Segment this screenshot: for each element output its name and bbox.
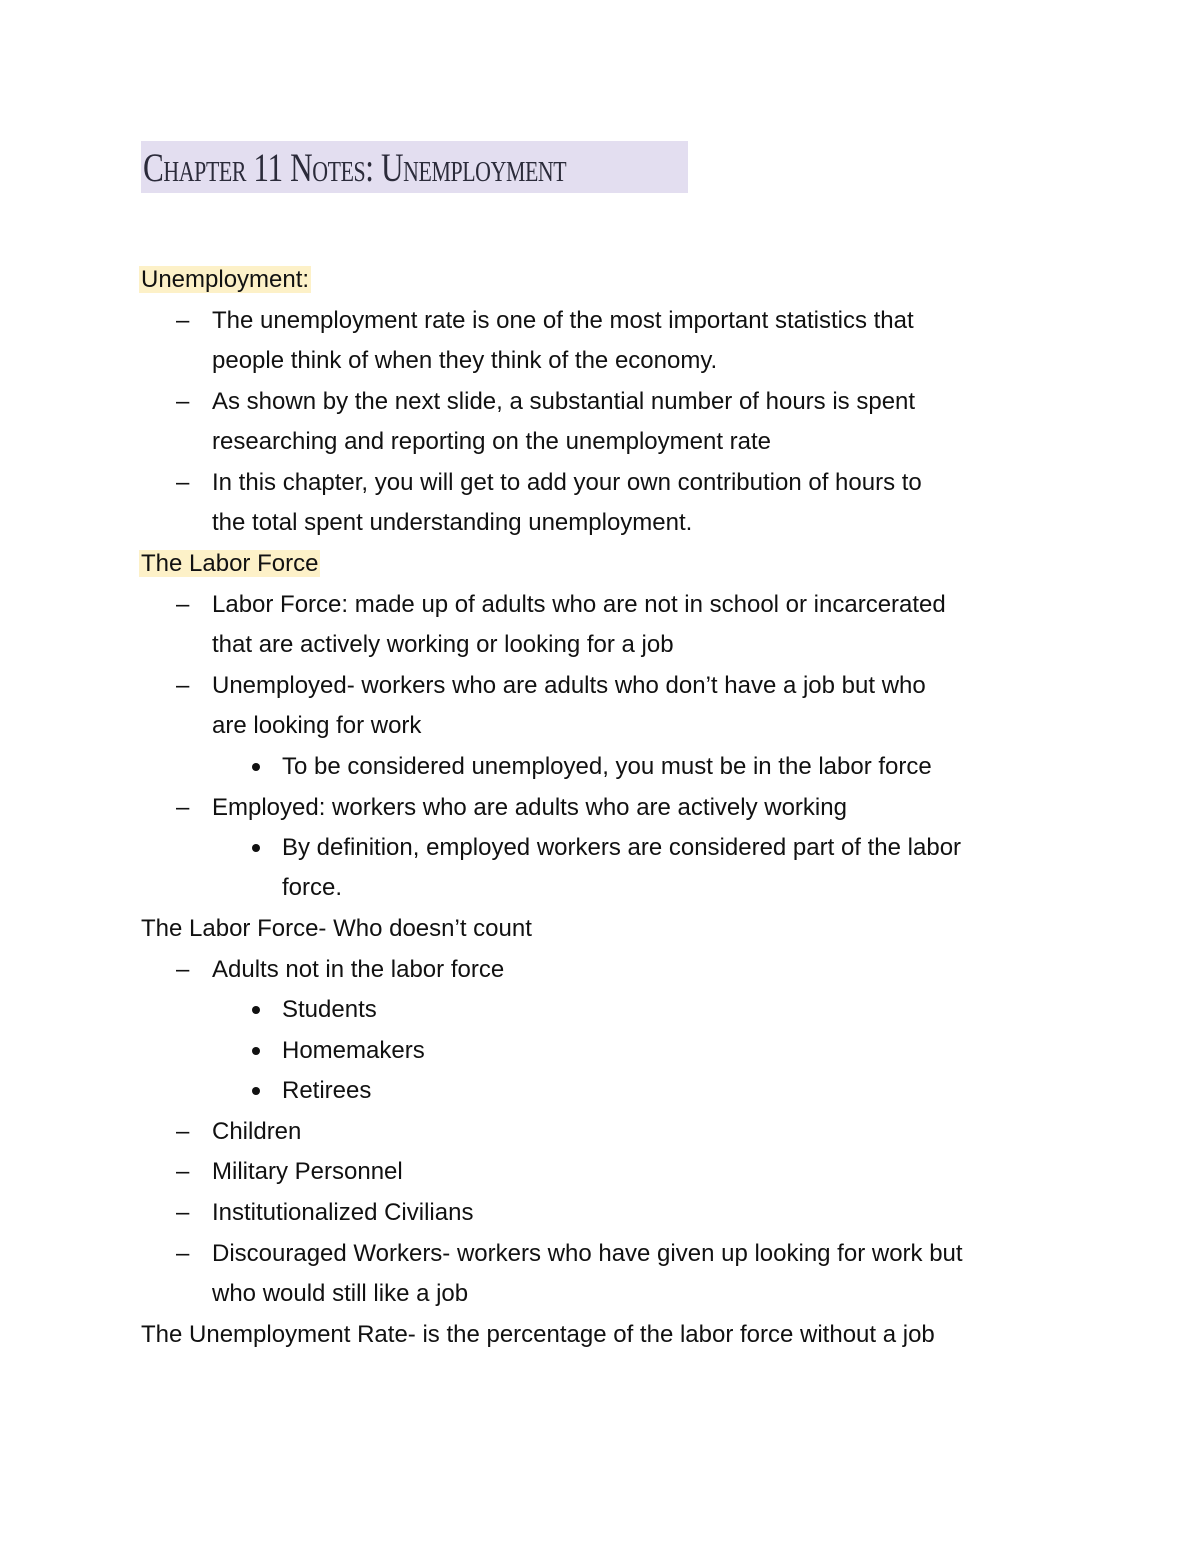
dash-bullet: –	[176, 794, 190, 821]
bullet-dot	[252, 1047, 260, 1055]
dash-bullet: –	[176, 956, 190, 983]
bullet-dot	[252, 763, 260, 771]
sub-list-item: By definition, employed workers are considered part of the labor	[282, 834, 962, 861]
closing-statement: The Unemployment Rate- is the percentage of the labor force without a job	[141, 1321, 935, 1348]
sub-list-item: Homemakers	[282, 1037, 425, 1064]
dash-bullet: –	[176, 307, 190, 334]
page-title: Chapter 11 Notes: Unemployment	[143, 144, 567, 190]
sub-list-item: Students	[282, 996, 377, 1023]
dash-bullet: –	[176, 1158, 190, 1185]
sub-list-item: Retirees	[282, 1077, 372, 1104]
list-item: Employed: workers who are adults who are actively working	[212, 794, 847, 821]
dash-bullet: –	[176, 469, 190, 496]
list-item-continuation: the total spent understanding unemployment.	[212, 509, 693, 536]
list-item: Discouraged Workers- workers who have given up looking for work but	[212, 1240, 963, 1267]
list-item: Children	[212, 1118, 302, 1145]
heading-text: Unemployment:	[141, 266, 310, 293]
dash-bullet: –	[176, 591, 190, 618]
dash-bullet: –	[176, 1240, 190, 1267]
dash-bullet: –	[176, 672, 190, 699]
heading-text: The Labor Force	[141, 550, 319, 577]
title-highlight	[141, 141, 688, 193]
sub-list-item: To be considered unemployed, you must be in the labor force	[282, 753, 932, 780]
list-item: Labor Force: made up of adults who are not in school or incarcerated	[212, 591, 946, 618]
list-item-continuation: who would still like a job	[212, 1280, 469, 1307]
section-heading-unemployment	[141, 265, 311, 295]
section-heading-who-doesnt-count: The Labor Force- Who doesn’t count	[141, 915, 532, 942]
dash-bullet: –	[176, 1118, 190, 1145]
section-heading-labor-force	[141, 549, 320, 579]
dash-bullet: –	[176, 388, 190, 415]
list-item-continuation: that are actively working or looking for a job	[212, 631, 674, 658]
bullet-dot	[252, 1006, 260, 1014]
list-item: In this chapter, you will get to add your own contribution of hours to	[212, 469, 922, 496]
sub-list-item-continuation: force.	[282, 874, 343, 901]
list-item: Institutionalized Civilians	[212, 1199, 474, 1226]
list-item: Unemployed- workers who are adults who don’t have a job but who	[212, 672, 926, 699]
list-item: Military Personnel	[212, 1158, 403, 1185]
list-item-continuation: are looking for work	[212, 712, 422, 739]
list-item: The unemployment rate is one of the most important statistics that	[212, 307, 914, 334]
list-item-continuation: researching and reporting on the unemployment rate	[212, 428, 772, 455]
list-item: Adults not in the labor force	[212, 956, 505, 983]
list-item: As shown by the next slide, a substantial number of hours is spent	[212, 388, 916, 415]
dash-bullet: –	[176, 1199, 190, 1226]
bullet-dot	[252, 844, 260, 852]
bullet-dot	[252, 1087, 260, 1095]
list-item-continuation: people think of when they think of the economy.	[212, 347, 718, 374]
